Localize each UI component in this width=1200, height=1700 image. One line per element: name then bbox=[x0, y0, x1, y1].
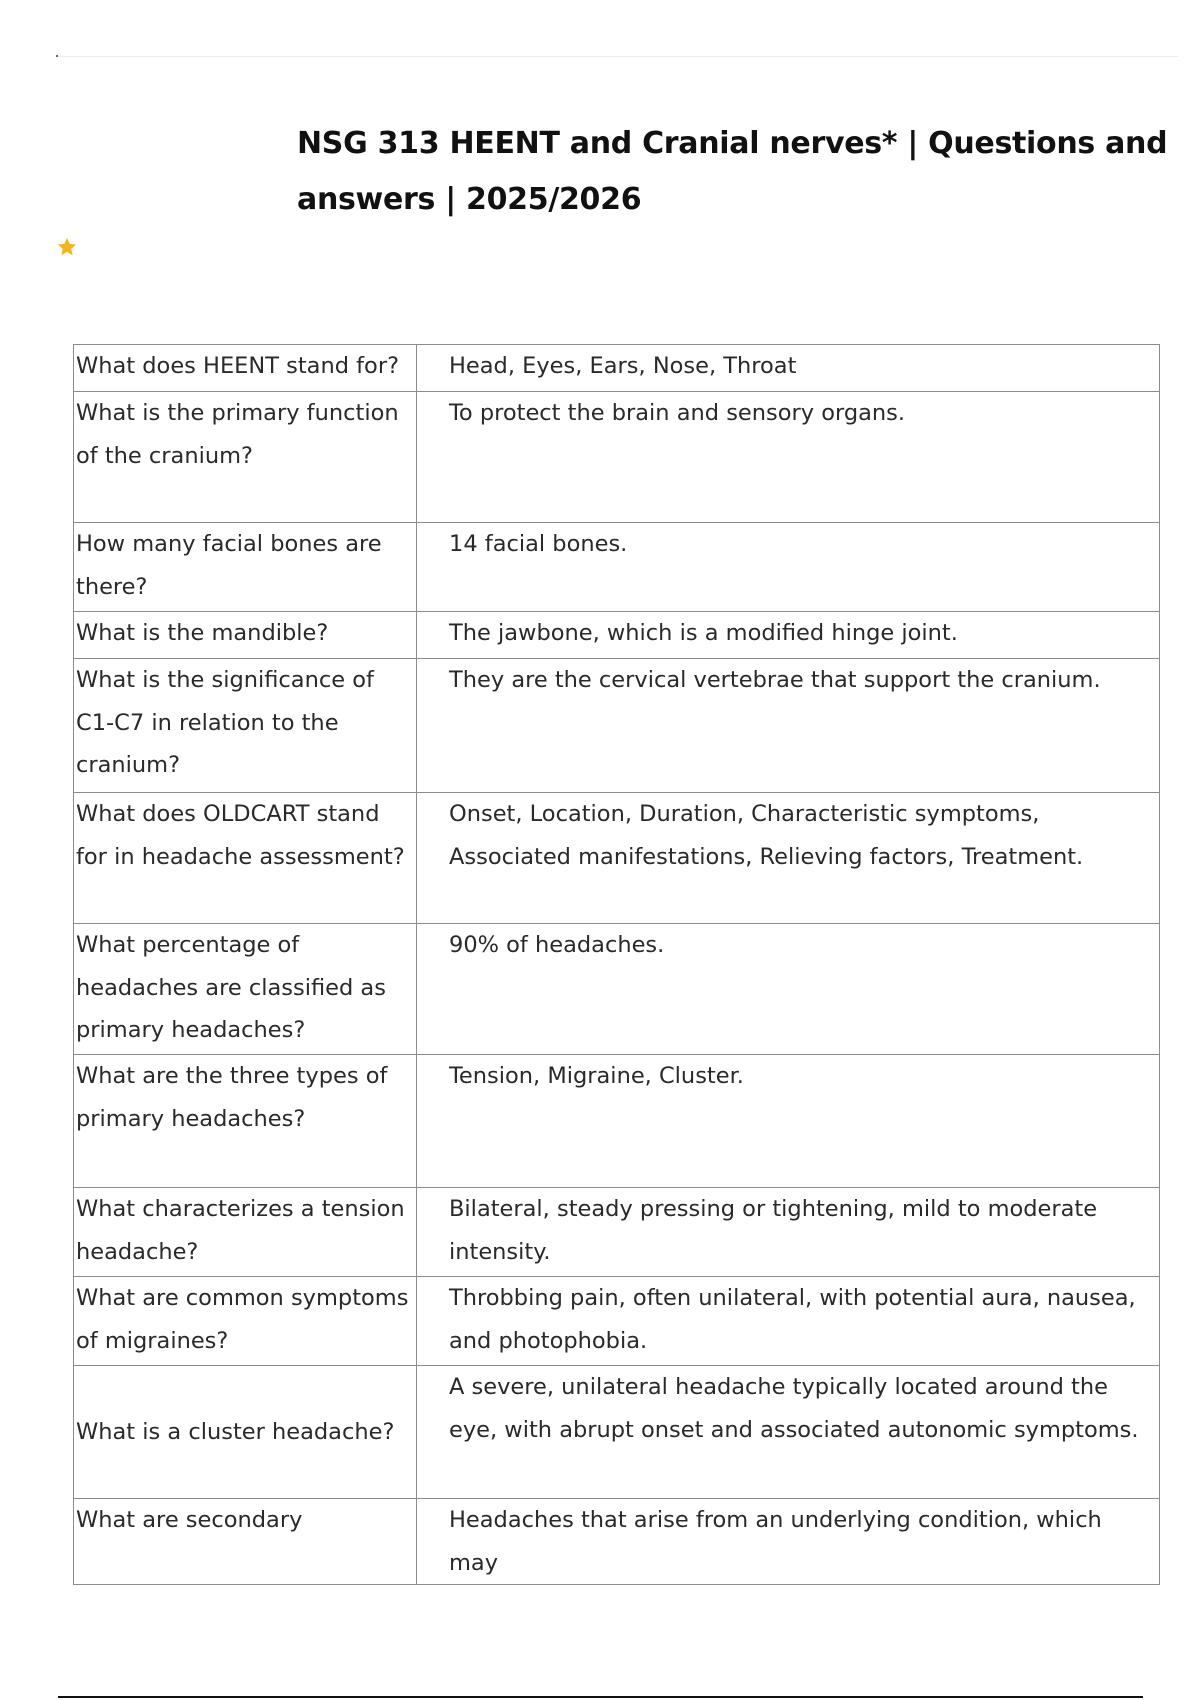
question-cell: What characterizes a tension headache? bbox=[74, 1188, 417, 1277]
table-row bbox=[74, 612, 1160, 659]
question-cell: What percentage of headaches are classified as primary headaches? bbox=[74, 924, 417, 1055]
star-icon[interactable] bbox=[56, 236, 78, 258]
table-row bbox=[74, 1055, 1160, 1188]
star-shape bbox=[58, 238, 76, 255]
table-row bbox=[74, 1277, 1160, 1366]
answer-cell: They are the cervical vertebrae that support the cranium. bbox=[417, 659, 1160, 793]
answer-cell: The jawbone, which is a modified hinge joint. bbox=[417, 612, 1160, 659]
question-cell: What is a cluster headache? bbox=[74, 1366, 417, 1499]
question-cell: What are common symptoms of migraines? bbox=[74, 1277, 417, 1366]
table-row bbox=[74, 1188, 1160, 1277]
table-row bbox=[74, 793, 1160, 924]
answer-cell: Headaches that arise from an underlying condition, which may bbox=[417, 1499, 1160, 1585]
answer-cell: 90% of headaches. bbox=[417, 924, 1160, 1055]
question-cell: What is the mandible? bbox=[74, 612, 417, 659]
table-row bbox=[74, 1366, 1160, 1499]
table-row bbox=[74, 659, 1160, 793]
question-cell: What does HEENT stand for? bbox=[74, 345, 417, 392]
table-row bbox=[74, 392, 1160, 523]
answer-cell: A severe, unilateral headache typically located around the eye, with abrupt onset and associated autonomic symptoms. bbox=[417, 1366, 1160, 1499]
answer-cell: Throbbing pain, often unilateral, with potential aura, nausea, and photophobia. bbox=[417, 1277, 1160, 1366]
table-row bbox=[74, 345, 1160, 392]
table-row bbox=[74, 924, 1160, 1055]
answer-cell: 14 facial bones. bbox=[417, 523, 1160, 612]
document-title: NSG 313 HEENT and Cranial nerves* | Questions and answers | 2025/2026 bbox=[297, 126, 1168, 217]
table-row bbox=[74, 1499, 1160, 1585]
footer-divider bbox=[58, 1696, 1143, 1698]
question-cell: What is the significance of C1-C7 in relation to the cranium? bbox=[74, 659, 417, 793]
question-cell: How many facial bones are there? bbox=[74, 523, 417, 612]
question-cell: What are the three types of primary headaches? bbox=[74, 1055, 417, 1188]
answer-cell: Bilateral, steady pressing or tightening, mild to moderate intensity. bbox=[417, 1188, 1160, 1277]
table-row bbox=[74, 523, 1160, 612]
question-cell: What are secondary bbox=[74, 1499, 417, 1585]
question-cell: What does OLDCART stand for in headache assessment? bbox=[74, 793, 417, 924]
answer-cell: Head, Eyes, Ears, Nose, Throat bbox=[417, 345, 1160, 392]
header-divider bbox=[58, 56, 1178, 57]
question-cell: What is the primary function of the cranium? bbox=[74, 392, 417, 523]
answer-cell: Onset, Location, Duration, Characteristic symptoms, Associated manifestations, Relieving factors, Treatment. bbox=[417, 793, 1160, 924]
answer-cell: To protect the brain and sensory organs. bbox=[417, 392, 1160, 523]
qa-table bbox=[73, 344, 1160, 1585]
answer-cell: Tension, Migraine, Cluster. bbox=[417, 1055, 1160, 1188]
